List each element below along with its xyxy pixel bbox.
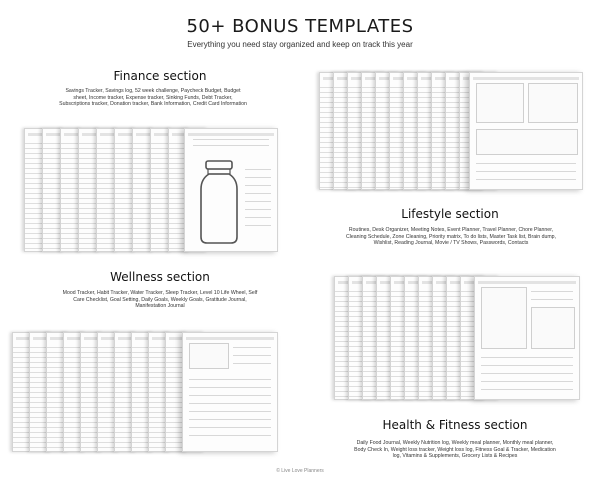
health-section-description: Daily Food Journal, Weekly Nutrition log, Weekly meal planner, Monthly meal planner, Body Check In, Weight loss tracker, Weight loss log, Fitness Goal & Tracker, Medication log, Vitamins & Supplements, Grocery Lists & Recipes [354, 440, 556, 460]
wellness-section-title: Wellness section [110, 270, 210, 284]
page-title: 50+ BONUS TEMPLATES [186, 16, 414, 37]
lifestyle-section-title: Lifestyle section [401, 207, 499, 221]
wellness-template-preview [12, 332, 278, 452]
finance-front-page [184, 128, 278, 252]
finance-template-preview [24, 128, 278, 252]
health-section-title: Health & Fitness section [382, 418, 528, 432]
finance-section-title: Finance section [113, 69, 207, 83]
footer-credit: © Live Love Planners [276, 468, 324, 474]
health-front-page [474, 276, 580, 400]
mason-jar-icon [199, 159, 239, 245]
lifestyle-template-preview [319, 72, 583, 190]
page-subtitle: Everything you need stay organized and keep on track this year [187, 40, 413, 49]
finance-section-description: Savings Tracker, Savings log, 52 week challenge, Paycheck Budget, Budget sheet, Income tracker, Expense tracker, Sinking Funds, Debt Tracker, Subscriptions tracker, Donation tracker, Bank Information, Credit Card Information [59, 88, 247, 108]
lifestyle-front-page [469, 72, 583, 190]
wellness-front-page [182, 332, 278, 452]
health-template-preview [334, 276, 580, 400]
wellness-section-description: Mood Tracker, Habit Tracker, Water Tracker, Sleep Tracker, Level 10 Life Wheel, Self Care Checklist, Goal Setting, Daily Goals, Weekly Goals, Gratitude Journal, Manifestation Journal [62, 290, 258, 310]
lifestyle-section-description: Routines, Desk Organizer, Meeting Notes, Event Planner, Travel Planner, Chore Planner, Cleaning Schedule, Zone Cleaning, Priority matrix, To do lists, Master Task list, Brain dump, Wishlist, Reading Journal, Movie / TV Shows, Passwords, Contacts [346, 227, 556, 247]
